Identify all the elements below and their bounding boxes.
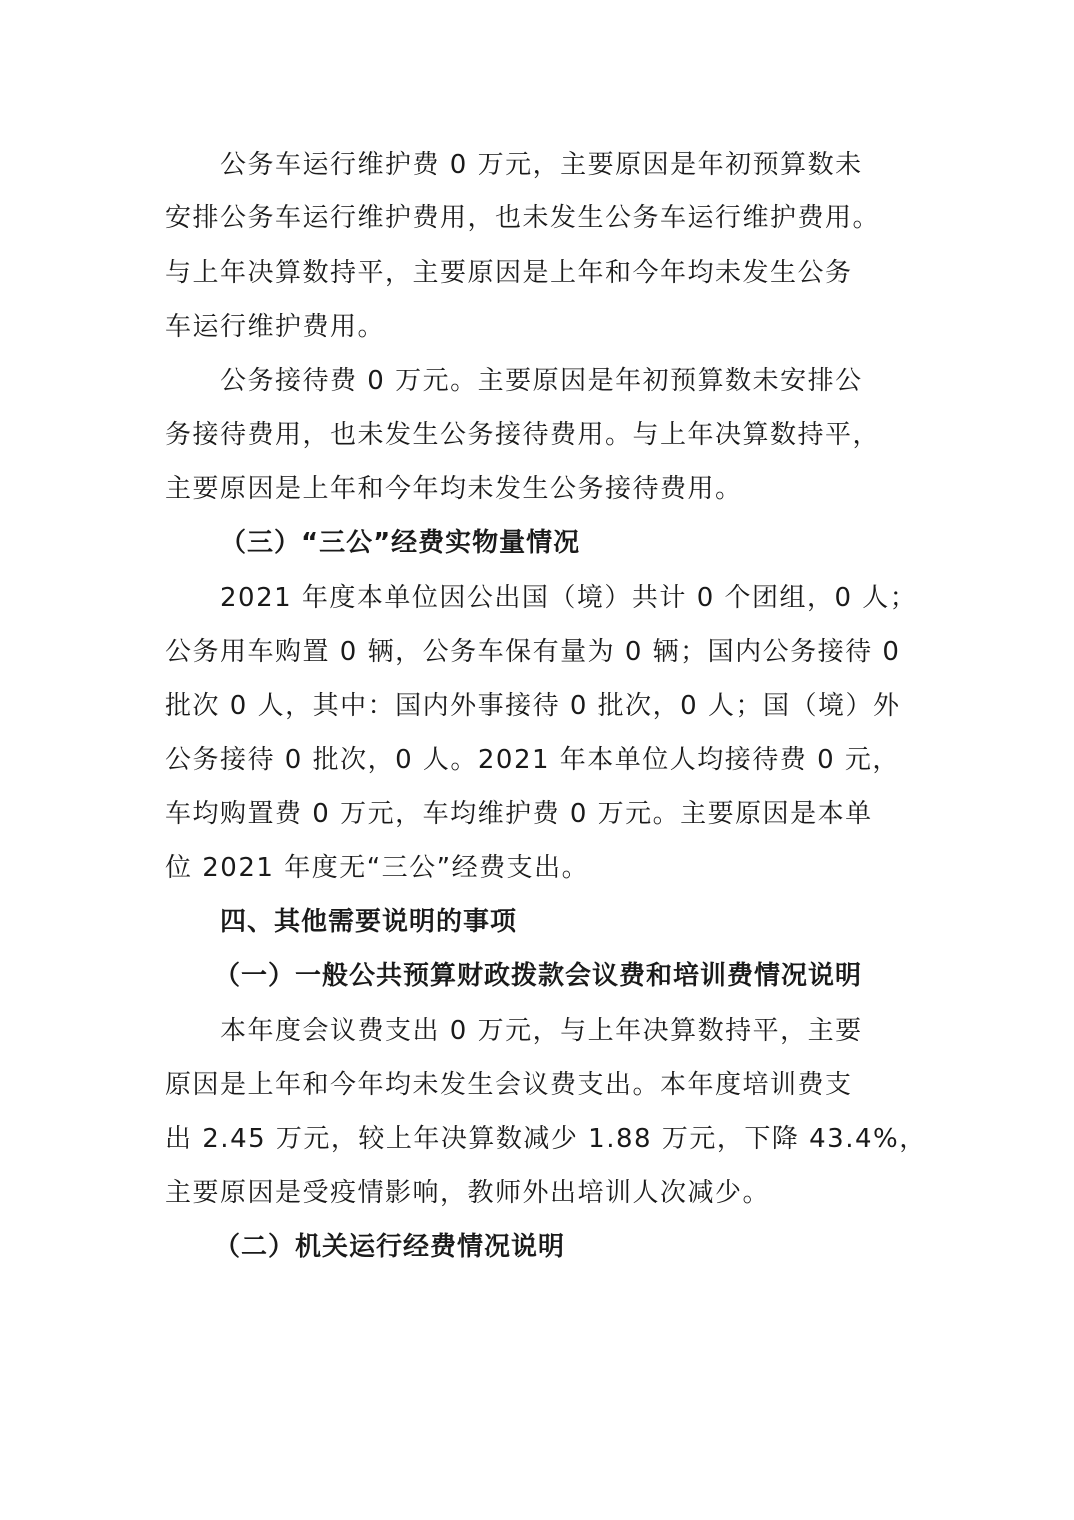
- paragraph-line: 公务接待费 0 万元。主要原因是年初预算数未安排公: [220, 366, 863, 396]
- paragraph-line: 位 2021 年度无“三公”经费支出。: [165, 853, 590, 883]
- paragraph-line: 务接待费用，也未发生公务接待费用。与上年决算数持平，: [165, 420, 881, 450]
- paragraph-line: 车均购置费 0 万元，车均维护费 0 万元。主要原因是本单: [165, 799, 873, 829]
- paragraph-line: 2021 年度本单位因公出国（境）共计 0 个团组，0 人；: [220, 583, 918, 613]
- section-heading: （三）“三公”经费实物量情况: [220, 528, 581, 558]
- paragraph-line: 出 2.45 万元，较上年决算数减少 1.88 万元，下降 43.4%，: [165, 1124, 927, 1154]
- subsection-heading: （一）一般公共预算财政拨款会议费和培训费情况说明: [214, 961, 863, 991]
- paragraph-line: 公务用车购置 0 辆，公务车保有量为 0 辆；国内公务接待 0: [165, 637, 901, 667]
- subsection-heading: （二）机关运行经费情况说明: [214, 1232, 566, 1262]
- section-heading: 四、其他需要说明的事项: [220, 907, 518, 937]
- paragraph-line: 批次 0 人，其中：国内外事接待 0 批次，0 人；国（境）外: [165, 691, 901, 721]
- paragraph-line: 车运行维护费用。: [165, 312, 386, 342]
- paragraph-line: 与上年决算数持平，主要原因是上年和今年均未发生公务: [165, 258, 853, 288]
- paragraph-line: 原因是上年和今年均未发生会议费支出。本年度培训费支: [165, 1070, 853, 1100]
- paragraph-line: 安排公务车运行维护费用，也未发生公务车运行维护费用。: [165, 203, 881, 233]
- paragraph-line: 公务接待 0 批次，0 人。2021 年本单位人均接待费 0 元，: [165, 745, 900, 775]
- paragraph-line: 主要原因是上年和今年均未发生公务接待费用。: [165, 474, 743, 504]
- paragraph-line: 本年度会议费支出 0 万元，与上年决算数持平，主要: [220, 1016, 863, 1046]
- paragraph-line: 公务车运行维护费 0 万元，主要原因是年初预算数未: [220, 150, 863, 180]
- paragraph-line: 主要原因是受疫情影响，教师外出培训人次减少。: [165, 1178, 771, 1208]
